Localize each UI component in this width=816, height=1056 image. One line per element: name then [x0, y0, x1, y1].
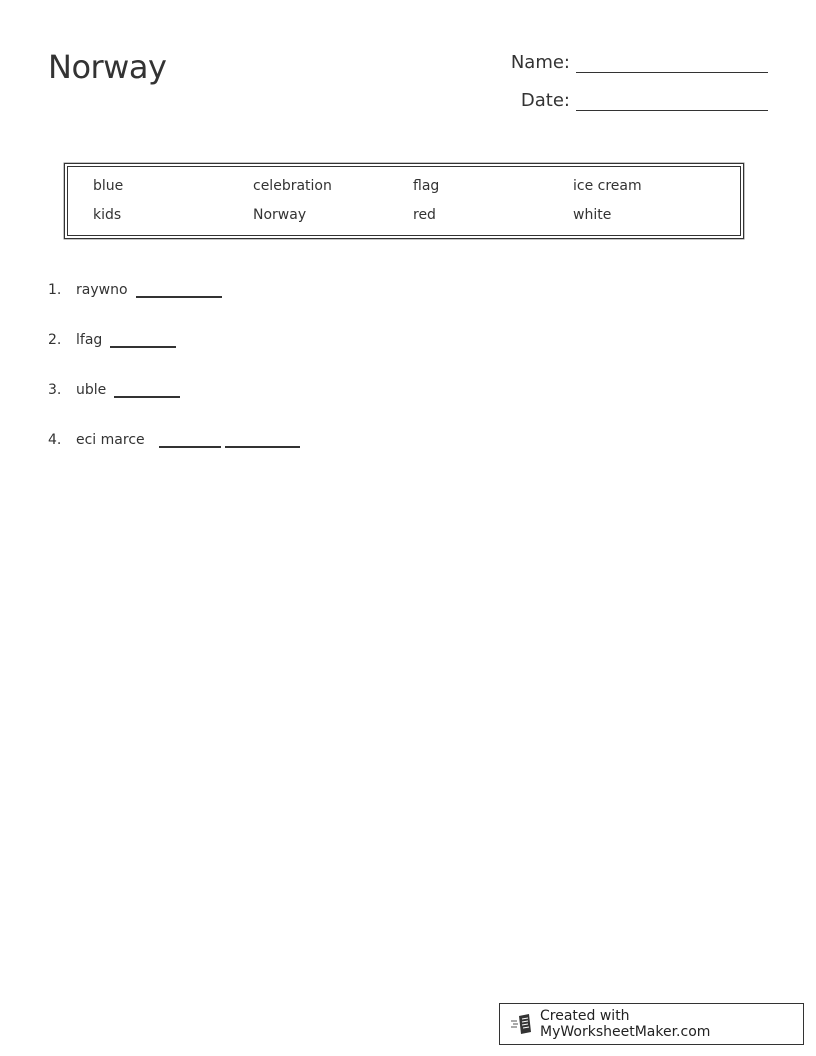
name-field	[511, 52, 768, 73]
question-item	[48, 326, 180, 348]
question-number: 4.	[48, 432, 62, 448]
date-blank-line	[576, 90, 768, 111]
word-bank	[64, 163, 744, 239]
name-blank-line	[576, 52, 768, 73]
name-label: Name:	[510, 52, 570, 73]
word-bank-word: blue	[93, 178, 124, 194]
date-label: Date:	[520, 90, 570, 111]
date-field	[521, 90, 768, 111]
scrambled-word: raywno	[76, 282, 128, 298]
word-bank-word: red	[413, 207, 436, 223]
word-bank-word: flag	[413, 178, 440, 194]
word-bank-word: white	[573, 207, 612, 223]
question-number: 1.	[48, 282, 62, 298]
worksheet-title: Norway	[48, 48, 167, 86]
question-number: 2.	[48, 332, 62, 348]
word-bank-grid	[93, 177, 733, 225]
footer-credit[interactable]	[499, 1003, 804, 1045]
word-bank-word: kids	[93, 207, 122, 223]
word-bank-word: Norway	[253, 207, 307, 223]
question-number: 3.	[48, 382, 62, 398]
scrambled-word: eci marce	[76, 432, 145, 448]
footer-text: Created with MyWorksheetMaker.com	[540, 1008, 711, 1040]
scrambled-word: uble	[76, 382, 107, 398]
question-item	[48, 426, 304, 448]
word-bank-word: celebration	[253, 178, 332, 194]
question-item	[48, 276, 226, 298]
answer-blank[interactable]	[114, 378, 180, 398]
answer-blank[interactable]	[136, 278, 222, 298]
scrambled-word: lfag	[76, 332, 103, 348]
answer-blank[interactable]	[159, 428, 221, 448]
answer-blank[interactable]	[110, 328, 176, 348]
answer-blank[interactable]	[225, 428, 300, 448]
question-item	[48, 376, 184, 398]
worksheet-maker-logo-icon	[510, 1013, 534, 1035]
word-bank-word: ice cream	[573, 178, 642, 194]
